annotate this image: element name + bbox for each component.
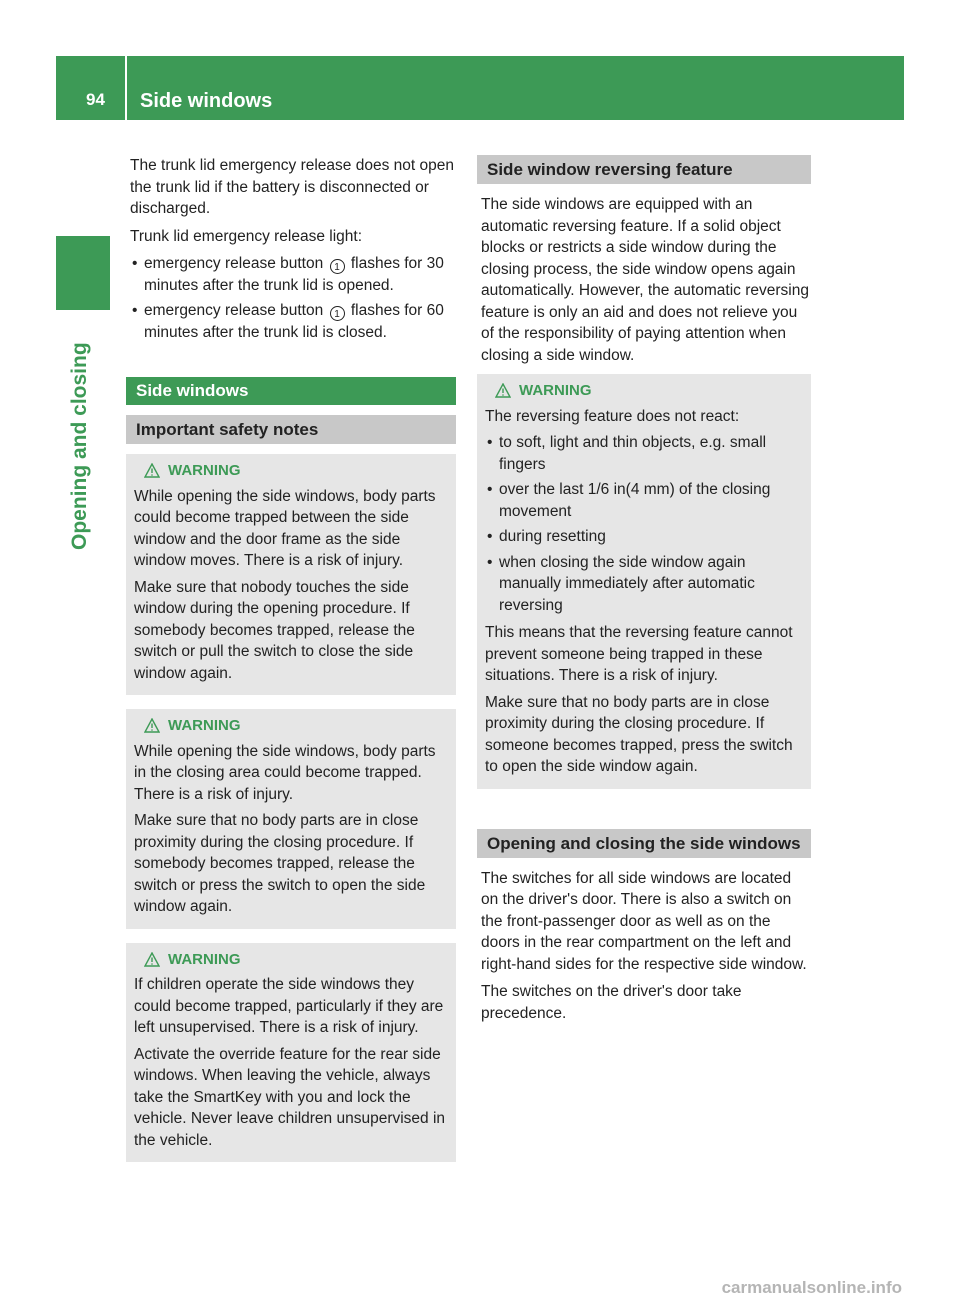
warning-text: While opening the side windows, body parts in the closing area could become trapped. There is a risk of injury. [134,742,436,803]
warning-bullets [485,432,805,616]
side-tab-marker [56,236,110,310]
warning-box [126,454,456,695]
warning-box [477,374,811,789]
warning-text: This means that the reversing feature cannot prevent someone being trapped in these situations. There is a risk of injury. [485,624,793,684]
open-close-paragraph: The switches on the driver's door take precedence. [481,983,742,1022]
warning-title: WARNING [134,949,450,971]
circled-number-icon: 1 [330,306,345,321]
warning-text: Make sure that no body parts are in close proximity during the closing procedure. If somebody becomes trapped, release the switch or press the switch to open the side window again. [134,812,426,915]
warning-box [126,709,456,929]
intro-paragraph: The trunk lid emergency release does not open the trunk lid if the battery is disconnected or discharged. [130,157,454,217]
page-number: 94 [86,90,105,109]
list-item: • when closing the side window again manually immediately after automatic reversing [485,552,805,617]
subsection-heading: Opening and closing the side windows [477,829,811,858]
warning-box [126,943,456,1163]
warning-triangle-icon [144,718,160,733]
warning-text: Activate the override feature for the rear side windows. When leaving the vehicle, always take the SmartKey with you and lock the vehicle. Never leave children unsupervised in the vehicle. [134,1045,446,1149]
warning-text: The reversing feature does not react: [485,407,740,425]
side-tab-label: Opening and closing [68,342,91,550]
warning-text: While opening the side windows, body parts could become trapped between the side window and the door frame as the side window moves. There is a risk of injury. [134,487,436,569]
list-item: • over the last 1/6 in(4 mm) of the closing movement [485,479,805,522]
warning-title: WARNING [134,715,450,737]
circled-number-icon: 1 [330,259,345,274]
page-title: Side windows [140,90,273,112]
watermark: carmanualsonline.info [721,1278,902,1297]
subsection-heading: Side window reversing feature [477,155,811,184]
warning-title: WARNING [134,460,450,482]
header-divider [125,56,127,120]
warning-triangle-icon [144,952,160,967]
list-item: • to soft, light and thin objects, e.g. small fingers [485,432,805,475]
list-item: • during resetting [485,526,805,548]
subsection-heading: Important safety notes [126,415,456,444]
section-heading: Side windows [126,377,456,405]
open-close-paragraph: The switches for all side windows are located on the driver's door. There is also a switch on the front-passenger door as well as on the doors in the rear compartment on the left and right-hand sides for the respective side window. [481,869,807,973]
warning-triangle-icon [144,463,160,478]
warning-text: Make sure that nobody touches the side window during the opening procedure. If somebody becomes trapped, release the switch or pull the switch to close the side window again. [134,578,415,682]
right-column [481,155,811,1030]
warning-title: WARNING [485,380,805,402]
left-column [130,155,456,1176]
list-item: • emergency release button 1 flashes for 60 minutes after the trunk lid is closed. [130,300,456,343]
list-item: • emergency release button 1 flashes for 30 minutes after the trunk lid is opened. [130,253,456,296]
warning-text: Make sure that no body parts are in close proximity during the closing procedure. If someone becomes trapped, press the switch to open the side window again. [485,693,793,775]
light-bullets [130,253,456,343]
warning-text: If children operate the side windows they could become trapped, particularly if they are left unsupervised. There is a risk of injury. [134,976,444,1036]
warning-triangle-icon [495,383,511,398]
reversing-paragraph: The side windows are equipped with an automatic reversing feature. If a solid object blocks or restricts a side window during the closing process, the side window opens again automatically. However, the automatic reversing feature is only an aid and does not relieve you of the responsibility of paying attention when closing a side window. [481,196,809,364]
light-label: Trunk lid emergency release light: [130,227,363,245]
